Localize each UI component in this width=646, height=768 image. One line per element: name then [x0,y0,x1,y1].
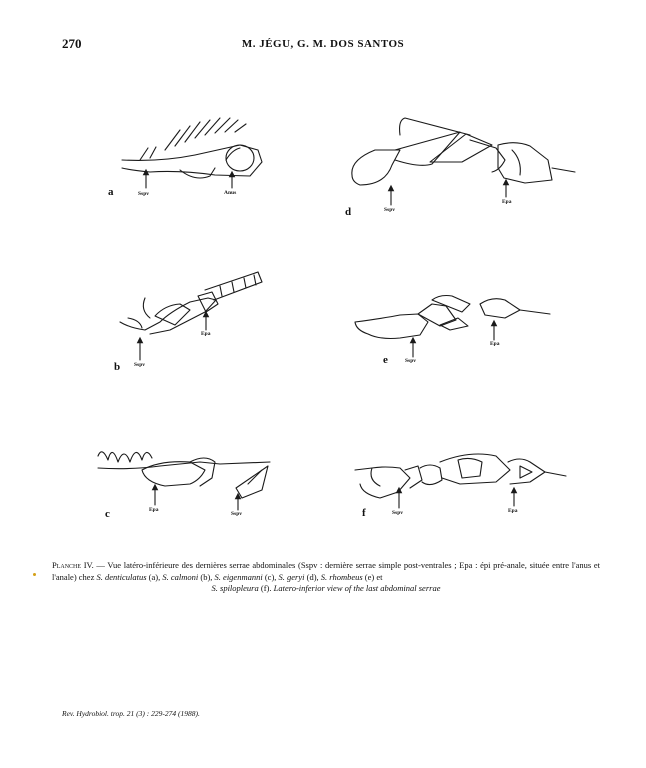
figure-d-label-sspv: Sspv [384,207,396,213]
species-name: S. calmoni [162,571,199,582]
figure-e-letter: e [383,354,388,366]
species-name: S. rhombeus [320,571,363,582]
figure-a-letter: a [108,186,114,198]
figure-d-letter: d [345,206,352,218]
caption-english: Latero-inferior view of the last abdominal serrae [273,583,441,593]
figure-c-label-epa: Epa [149,507,159,513]
figure-e-drawing [355,296,550,358]
figure-b-drawing [120,272,262,360]
page-number: 270 [62,36,82,51]
figure-b-letter: b [114,361,121,373]
figure-b-label-sspv: Sspv [134,362,146,368]
caption-line-2: S. spilopleura (f). Latero-inferior view of the last abdominal serrae [211,583,441,593]
figure-f-drawing [355,454,566,508]
figure-d-label-epa: Epa [502,199,512,205]
figure-a-label-anus: Anus [224,190,237,196]
plate-caption: Planche IV. — Vue latéro-inférieure des dernières serrae abdominales (Sspv : dernière serrae simple post-ventrales ; Epa : épi pré-anale, située entre l'anus et l'anale) chez S. denticulatus (a), S. calmoni (b), S. eigenmanni (c), S. geryi (d), S. rhombeus (e) et S. spilopleura (f). Latero-inferior view of the last abdominal serrae [52,560,601,593]
journal-citation: Rev. Hydrobiol. trop. 21 (3) : 229-274 (1988). [62,709,200,718]
plate-label: Planche IV. [52,560,94,570]
figure-c-drawing [98,452,270,510]
figure-c-letter: c [105,508,110,520]
figure-d-drawing [352,118,575,205]
figure-f-letter: f [362,507,366,519]
figure-a-label-sspv: Sspv [138,191,150,197]
figure-e-label-sspv: Sspv [405,358,417,364]
figure-a-drawing [122,118,262,188]
figure-e-label-epa: Epa [490,341,500,347]
species-name: S. denticulatus [96,571,147,582]
figure-c-label-sspv: Sspv [231,511,243,517]
species-name: S. geryi [278,571,305,582]
running-head: M. JÉGU, G. M. DOS SANTOS [241,38,405,50]
margin-mark [33,573,36,576]
figure-b-label-epa: Epa [201,331,211,337]
species-name: S. spilopleura [211,583,259,593]
figure-f-label-epa: Epa [508,508,518,514]
figure-f-label-sspv: Sspv [392,510,404,516]
species-name: S. eigenmanni [214,571,263,582]
